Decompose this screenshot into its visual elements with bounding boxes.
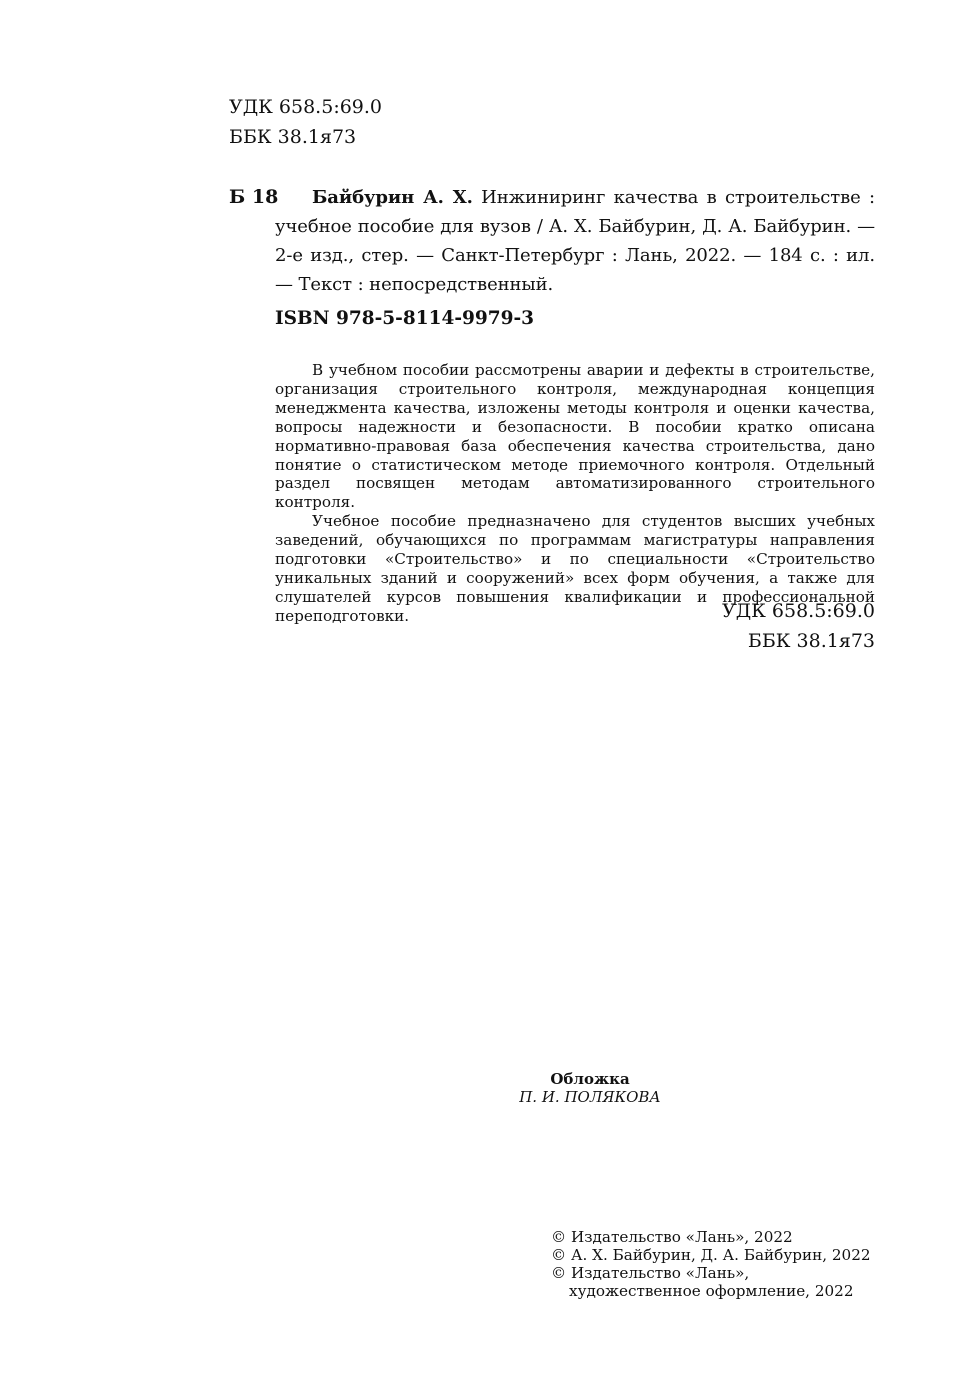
annotation — [275, 361, 875, 626]
cover-designer: П. И. ПОЛЯКОВА — [519, 1088, 661, 1106]
annotation-paragraph: В учебном пособии рассмотрены аварии и дефекты в строительстве, организация строительного контроля, международная концепция менеджмента качества, изложены методы контроля и оценки качества, вопросы надежности и безопасности. В пособии кратко описана нормативно-правовая база обеспечения качества строительства, дано понятие о статистическом методе приемочного контроля. Отдельный раздел посвящен методам автоматизированного строительного контроля. — [275, 361, 875, 512]
cover-credit — [440, 1070, 740, 1106]
copyright-line: © А. Х. Байбурин, Д. А. Байбурин, 2022 — [551, 1246, 871, 1264]
udk-code: УДК 658.5:69.0 — [229, 96, 383, 118]
top-classification-codes — [229, 92, 382, 152]
bbk-code: ББК 38.1я73 — [747, 630, 875, 652]
author-cipher: Б 18 — [229, 186, 279, 208]
copyright-line: © Издательство «Лань», — [551, 1264, 750, 1282]
record-text: Инжиниринг качества в строительстве : учебное пособие для вузов / А. Х. Байбурин, Д. А. Байбурин. — 2-е изд., стер. — Санкт-Петербург : Лань, 2022. — 184 с. : ил. — Текст : непосредственный. — [275, 187, 876, 295]
isbn: ISBN 978-5-8114-9979-3 — [275, 308, 535, 329]
record-author: Байбурин А. Х. — [312, 187, 473, 208]
copyright-line: художественное оформление, 2022 — [569, 1282, 854, 1300]
bbk-code: ББК 38.1я73 — [229, 126, 357, 148]
copyright-block — [551, 1228, 871, 1300]
copyright-line: © Издательство «Лань», 2022 — [551, 1228, 793, 1246]
annotation-paragraph: Учебное пособие предназначено для студентов высших учебных заведений, обучающихся по программам магистратуры направления подготовки «Строительство» и по специальности «Строительство уникальных зданий и сооружений» всех форм обучения, а также для слушателей курсов повышения квалификации и профессиональной переподготовки. — [275, 512, 875, 625]
bibliographic-record — [275, 183, 875, 299]
cover-label: Обложка — [550, 1070, 630, 1088]
udk-code: УДК 658.5:69.0 — [721, 600, 875, 622]
bottom-classification-codes — [620, 596, 875, 656]
